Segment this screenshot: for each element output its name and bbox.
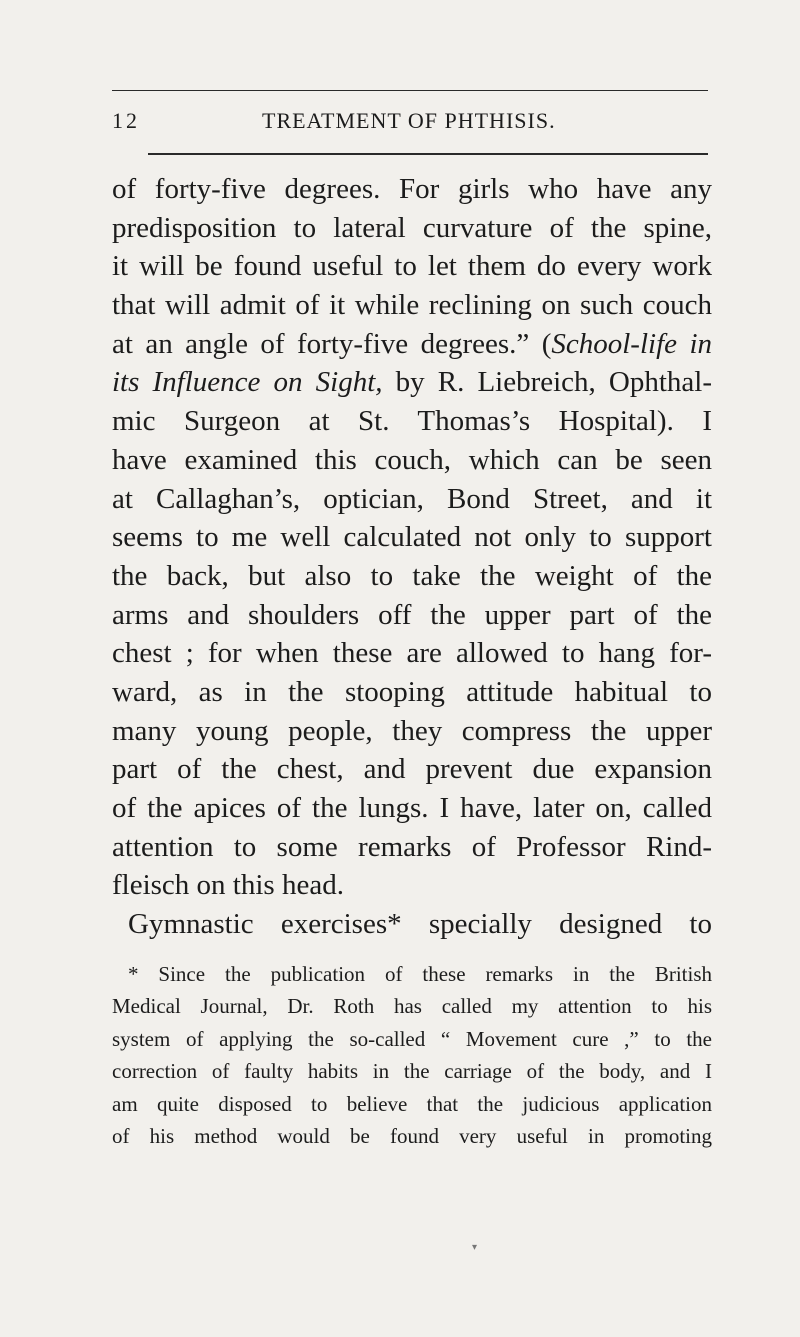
body-line: mic Surgeon at St. Thomas’s Hospital). I (112, 405, 712, 438)
body-line (112, 363, 712, 402)
body-line: chest ; for when these are allowed to hang for- (112, 637, 712, 670)
footnote-line: * Since the publication of these remarks in the British (128, 962, 712, 986)
body-line-roman: at an angle of forty-five degrees.” ( (112, 327, 552, 360)
body-line: it will be found useful to let them do every work (112, 250, 712, 283)
body-line: the back, but also to take the weight of the (112, 559, 712, 592)
body-line: of forty-five degrees. For girls who have any (112, 173, 712, 205)
body-line: seems to me well calculated not only to support (112, 521, 712, 554)
citation-title-end: its Influence on Sight, (112, 366, 383, 399)
page-number: 12 (112, 108, 140, 133)
footnote-line: correction of faulty habits in the carriage of the body, and I (112, 1059, 712, 1084)
running-head (112, 108, 708, 138)
printers-mark: ▾ (472, 1242, 478, 1253)
body-line: arms and shoulders off the upper part of the (112, 598, 712, 631)
body-line: ward, as in the stooping attitude habitual to (112, 675, 712, 708)
body-line: that will admit of it while reclining on such couch (112, 289, 712, 322)
footnote-line: of his method would be found very useful in promoting (112, 1123, 712, 1148)
header-rule (148, 153, 708, 155)
body-line: Gymnastic exercises* specially designed to (128, 908, 712, 941)
footnote-line: system of applying the so-called “ Movement cure ,” to the (112, 1026, 712, 1051)
body-line: have examined this couch, which can be seen (112, 443, 712, 476)
body-line: many young people, they compress the upper (112, 714, 712, 747)
top-rule (112, 90, 708, 91)
footnote-line: Medical Journal, Dr. Roth has called my attention to his (112, 994, 712, 1019)
running-title: TREATMENT OF PHTHISIS. (262, 108, 556, 133)
body-line-roman: by R. Liebreich, Ophthal- (382, 366, 712, 399)
citation-title-start: School-life in (551, 327, 713, 360)
body-line: part of the chest, and prevent due expansion (112, 753, 712, 786)
body-line: of the apices of the lungs. I have, later on, called (112, 792, 712, 824)
body-line: at Callaghan’s, optician, Bond Street, and it (112, 482, 712, 515)
body-line: fleisch on this head. (112, 869, 344, 902)
body-line: predisposition to lateral curvature of the spine, (112, 211, 712, 244)
footnote-line: am quite disposed to believe that the judicious application (112, 1091, 712, 1116)
body-line: attention to some remarks of Professor Rind- (112, 830, 712, 863)
body-text (112, 170, 712, 944)
body-line (112, 325, 712, 364)
footnote (112, 958, 712, 1152)
